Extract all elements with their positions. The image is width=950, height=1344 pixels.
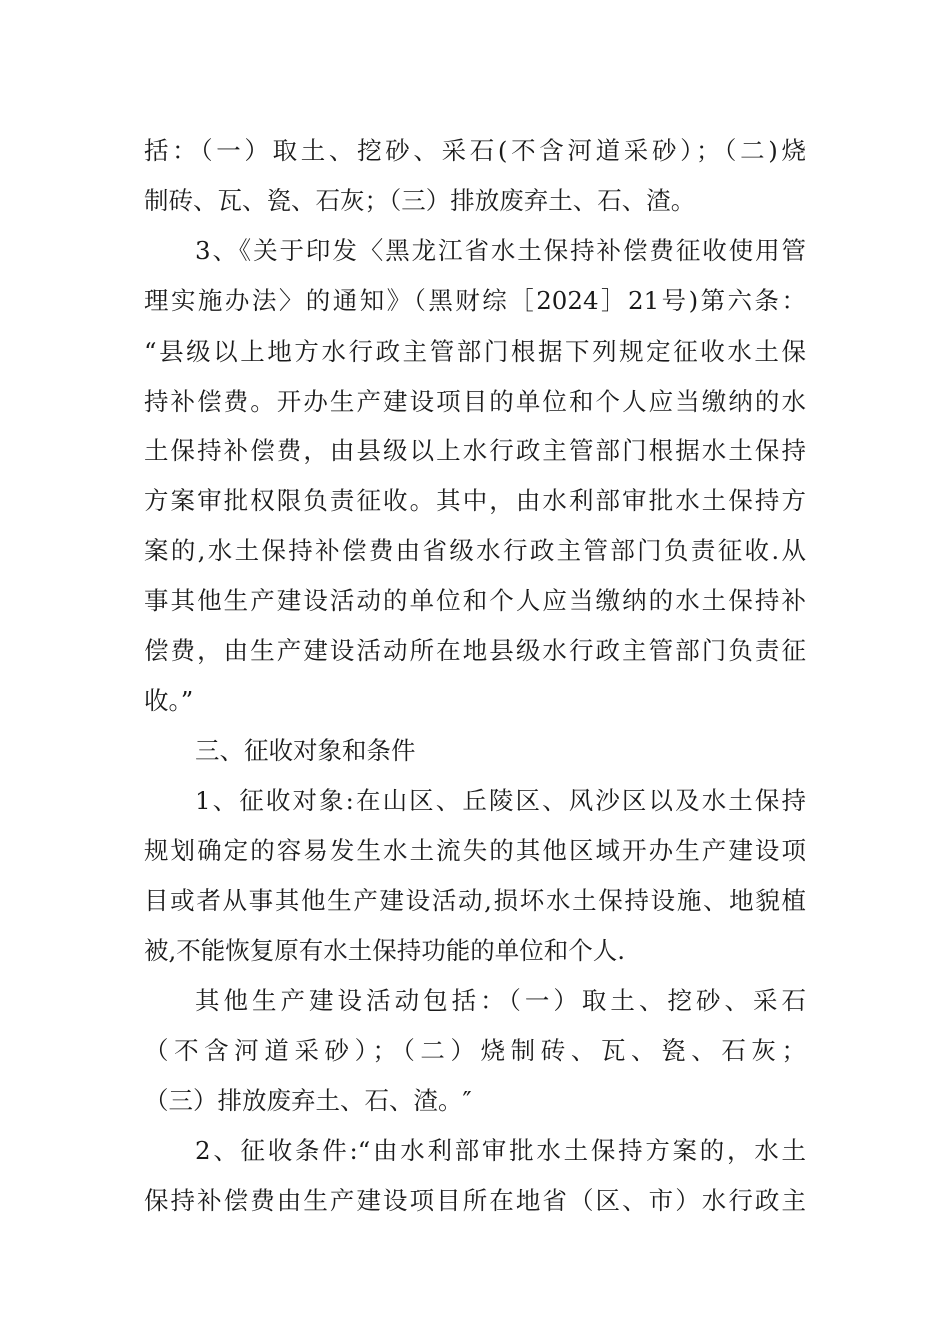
text-line: （不含河道采砂）；（二）烧制砖、瓦、瓷、石灰； [144, 1036, 806, 1065]
text-line: 案的,水土保持补偿费由省级水行政主管部门负责征收.从 [144, 536, 806, 565]
paragraph-start-line: 3、《关于印发〈黑龙江省水土保持补偿费征收使用管 [195, 236, 806, 265]
section-heading: 三、征收对象和条件 [195, 736, 416, 765]
text-line: 偿费，由生产建设活动所在地县级水行政主管部门负责征 [144, 636, 806, 665]
text-line: 土保持补偿费，由县级以上水行政主管部门根据水土保持 [144, 436, 806, 465]
text-line: （三）排放废弃土、石、渣。″ [144, 1086, 472, 1115]
text-line: 目或者从事其他生产建设活动,损坏水土保持设施、地貌植 [144, 886, 806, 915]
text-line: 理实施办法〉的通知》（黑财综［2024］21号)第六条： [144, 286, 806, 315]
text-line: 收。” [144, 686, 194, 715]
paragraph-start-line: 2、征收条件:“由水利部审批水土保持方案的，水土 [195, 1136, 806, 1165]
text-line: 保持补偿费由生产建设项目所在地省（区、市）水行政主 [144, 1186, 806, 1215]
text-line: 制砖、瓦、瓷、石灰；（三）排放废弃土、石、渣。 [144, 186, 696, 215]
text-line: 持补偿费。开办生产建设项目的单位和个人应当缴纳的水 [144, 387, 806, 416]
text-line: 规划确定的容易发生水土流失的其他区域开办生产建设项 [144, 836, 806, 865]
paragraph-start-line: 其他生产建设活动包括：（一）取土、挖砂、采石 [195, 986, 806, 1015]
text-line: 方案审批权限负责征收。其中，由水利部审批水土保持方 [144, 486, 806, 515]
text-line: 被,不能恢复原有水土保持功能的单位和个人. [144, 936, 626, 965]
paragraph-start-line: 1、征收对象:在山区、丘陵区、风沙区以及水土保持 [195, 786, 806, 815]
text-line: 括：（一）取土、挖砂、采石(不含河道采砂）；（二)烧 [144, 136, 806, 165]
text-line: “县级以上地方水行政主管部门根据下列规定征收水土保 [144, 337, 806, 366]
text-line: 事其他生产建设活动的单位和个人应当缴纳的水土保持补 [144, 586, 806, 615]
